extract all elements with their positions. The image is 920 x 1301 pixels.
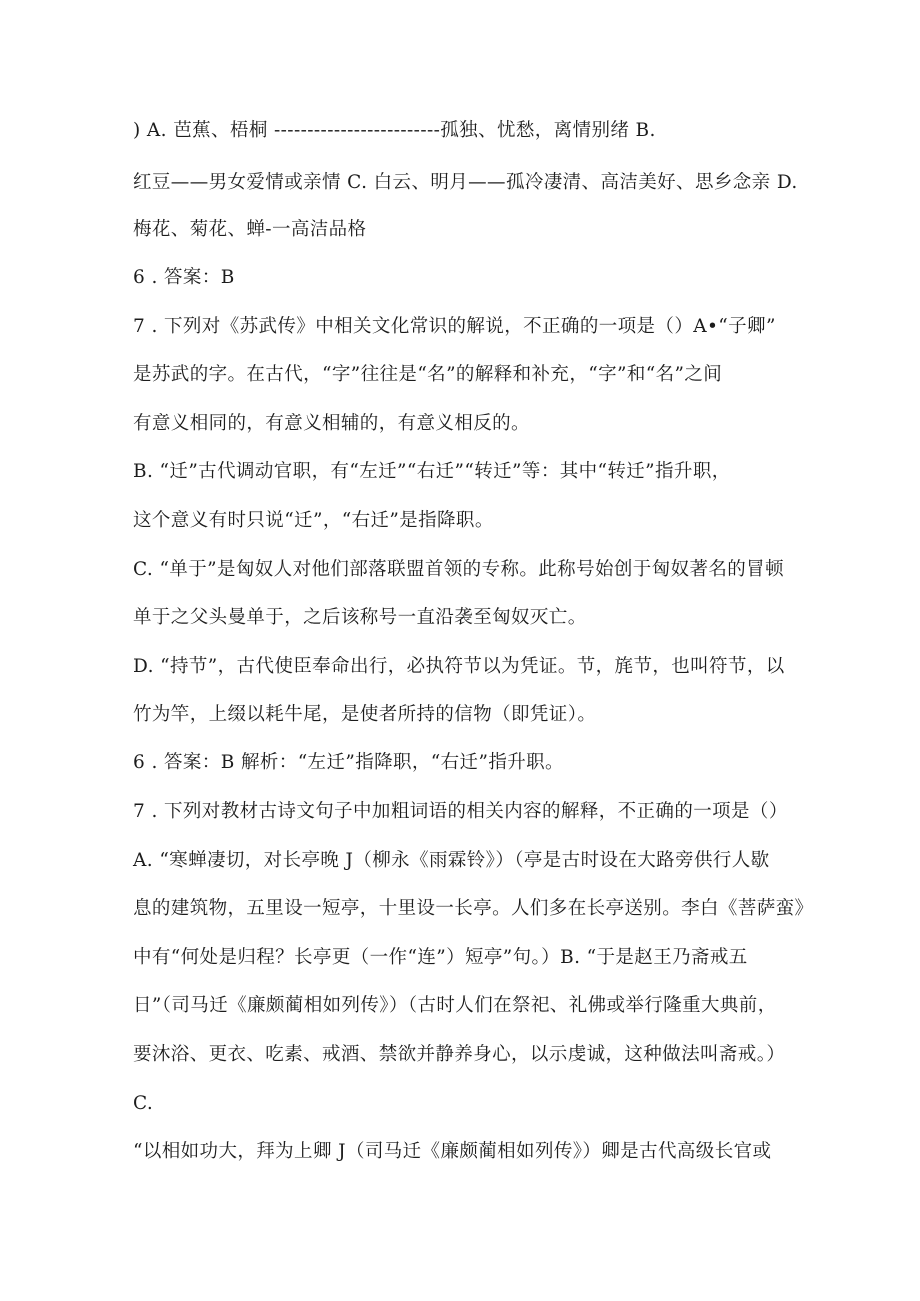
text-line: “以相如功大，拜为上卿 J（司马迁《廉颇蔺相如列传》）卿是古代高级长官或 xyxy=(133,1141,772,1162)
text-line: D. “持节”，古代使臣奉命出行，必执符节以为凭证。节，旄节，也叫符节，以 xyxy=(133,656,785,677)
text-line: 这个意义有时只说“迁”，“右迁”是指降职。 xyxy=(133,510,494,531)
text-line: C. xyxy=(133,1093,154,1114)
text-line: 中有“何处是归程？长亭更（一作“连”）短亭”句。）B. “于是赵王乃斋戒五 xyxy=(133,947,748,968)
text-line: 红豆——男女爱情或亲情 C. 白云、明月——孤冷凄清、高洁美好、思乡念亲 D. xyxy=(133,172,798,193)
text-line: 7 . 下列对《苏武传》中相关文化常识的解说，不正确的一项是（）A•“子卿” xyxy=(133,316,776,337)
text-line: C. “单于”是匈奴人对他们部落联盟首领的专称。此称号始创于匈奴著名的冒顿 xyxy=(133,559,784,580)
text-line: 要沐浴、更衣、吃素、戒酒、禁欲并静养身心，以示虔诚，这种做法叫斋戒。） xyxy=(133,1044,786,1065)
text-line: A. “寒蝉凄切，对长亭晚 J（柳永《雨霖铃》）（亭是古时设在大路旁供行人歇 xyxy=(133,850,770,871)
text-line: ) A. 芭蕉、梧桐 -------------------------孤独、忧愁，离情别绪 B. xyxy=(133,120,656,141)
text-line: 梅花、菊花、蝉-一高洁品格 xyxy=(133,219,367,240)
text-line: 竹为竿，上缀以耗牛尾，是使者所持的信物（即凭证）。 xyxy=(133,704,597,725)
text-line: 7 . 下列对教材古诗文句子中加粗词语的相关内容的解释，不正确的一项是（） xyxy=(133,801,788,822)
text-line: 有意义相同的，有意义相辅的，有意义相反的。 xyxy=(133,413,530,434)
text-line: 息的建筑物，五里设一短亭，十里设一长亭。人们多在长亭送别。李白《菩萨蛮》 xyxy=(133,898,814,919)
text-line: 是苏武的字。在古代，“字”往往是“名”的解释和补充，“字”和“名”之间 xyxy=(133,364,723,385)
text-line: B. “迁”古代调动官职，有“左迁”“右迁”“转迁”等：其中“转迁”指升职， xyxy=(133,461,731,482)
text-line: 6 . 答案：B xyxy=(133,267,235,288)
text-line: 单于之父头曼单于，之后该称号一直沿袭至匈奴灭亡。 xyxy=(133,607,587,628)
text-line: 日”（司马迁《廉颇蔺相如列传》）（古时人们在祭祀、礼佛或举行隆重大典前， xyxy=(133,995,777,1016)
text-line: 6 . 答案：B 解析：“左迁”指降职，“右迁”指升职。 xyxy=(133,752,564,773)
